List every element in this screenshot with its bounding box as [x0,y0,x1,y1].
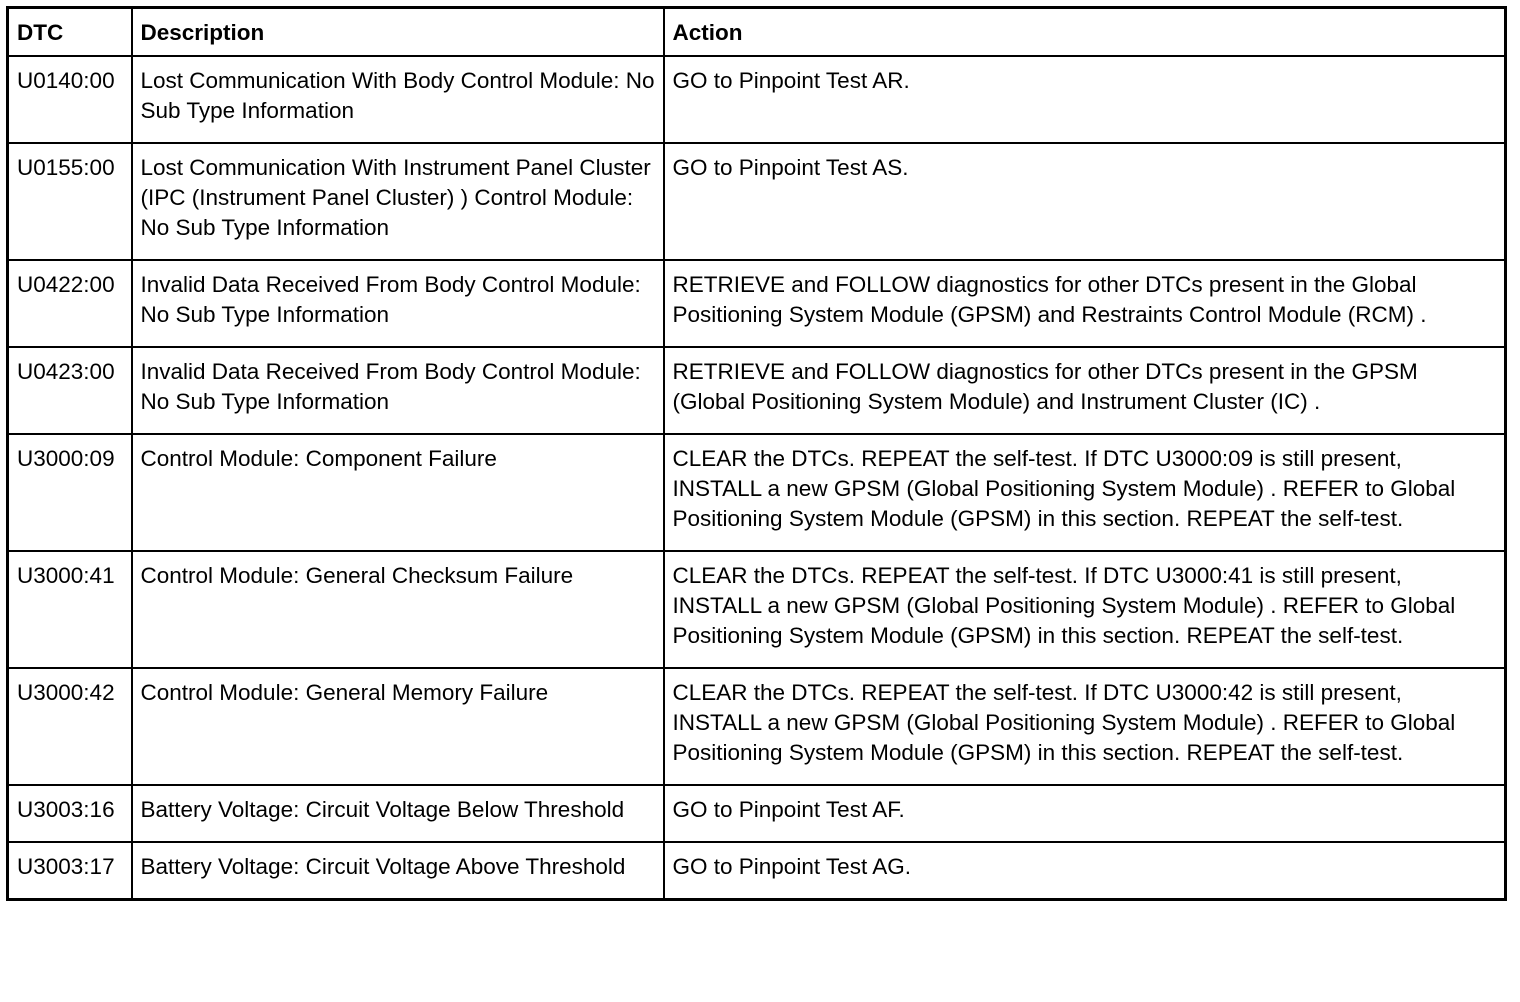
dtc-action: GO to Pinpoint Test AR. [664,56,1506,143]
table-row [8,551,1506,668]
dtc-description: Battery Voltage: Circuit Voltage Above Threshold [132,842,664,900]
table-row [8,260,1506,347]
table-header [8,8,1506,57]
dtc-code: U0155:00 [8,143,132,260]
header-row [8,8,1506,57]
dtc-action: CLEAR the DTCs. REPEAT the self-test. If DTC U3000:42 is still present, INSTALL a new GPSM (Global Positioning System Module) . REFER to Global Positioning System Module (GPSM) in this section. REPEAT the self-test. [664,668,1506,785]
header-description: Description [132,8,664,57]
dtc-action: CLEAR the DTCs. REPEAT the self-test. If DTC U3000:41 is still present, INSTALL a new GPSM (Global Positioning System Module) . REFER to Global Positioning System Module (GPSM) in this section. REPEAT the self-test. [664,551,1506,668]
dtc-description: Lost Communication With Body Control Module: No Sub Type Information [132,56,664,143]
table-row [8,434,1506,551]
header-dtc: DTC [8,8,132,57]
dtc-action: GO to Pinpoint Test AS. [664,143,1506,260]
dtc-description: Battery Voltage: Circuit Voltage Below Threshold [132,785,664,842]
table-row [8,842,1506,900]
table-row [8,347,1506,434]
table-row [8,668,1506,785]
dtc-code: U0423:00 [8,347,132,434]
dtc-description: Invalid Data Received From Body Control Module: No Sub Type Information [132,260,664,347]
dtc-action: RETRIEVE and FOLLOW diagnostics for other DTCs present in the Global Positioning System Module (GPSM) and Restraints Control Module (RCM) . [664,260,1506,347]
dtc-description: Control Module: General Memory Failure [132,668,664,785]
dtc-code: U0422:00 [8,260,132,347]
dtc-table [6,6,1507,901]
dtc-description: Invalid Data Received From Body Control Module: No Sub Type Information [132,347,664,434]
table-row [8,56,1506,143]
dtc-code: U3003:17 [8,842,132,900]
dtc-description: Control Module: Component Failure [132,434,664,551]
dtc-code: U3000:42 [8,668,132,785]
dtc-action: CLEAR the DTCs. REPEAT the self-test. If DTC U3000:09 is still present, INSTALL a new GPSM (Global Positioning System Module) . REFER to Global Positioning System Module (GPSM) in this section. REPEAT the self-test. [664,434,1506,551]
dtc-action: RETRIEVE and FOLLOW diagnostics for other DTCs present in the GPSM (Global Positioning System Module) and Instrument Cluster (IC) . [664,347,1506,434]
table-row [8,785,1506,842]
dtc-code: U0140:00 [8,56,132,143]
dtc-description: Lost Communication With Instrument Panel Cluster (IPC (Instrument Panel Cluster) ) Control Module: No Sub Type Information [132,143,664,260]
header-action: Action [664,8,1506,57]
dtc-code: U3000:09 [8,434,132,551]
dtc-code: U3003:16 [8,785,132,842]
table-row [8,143,1506,260]
dtc-code: U3000:41 [8,551,132,668]
dtc-action: GO to Pinpoint Test AG. [664,842,1506,900]
table-body [8,56,1506,900]
dtc-description: Control Module: General Checksum Failure [132,551,664,668]
dtc-action: GO to Pinpoint Test AF. [664,785,1506,842]
